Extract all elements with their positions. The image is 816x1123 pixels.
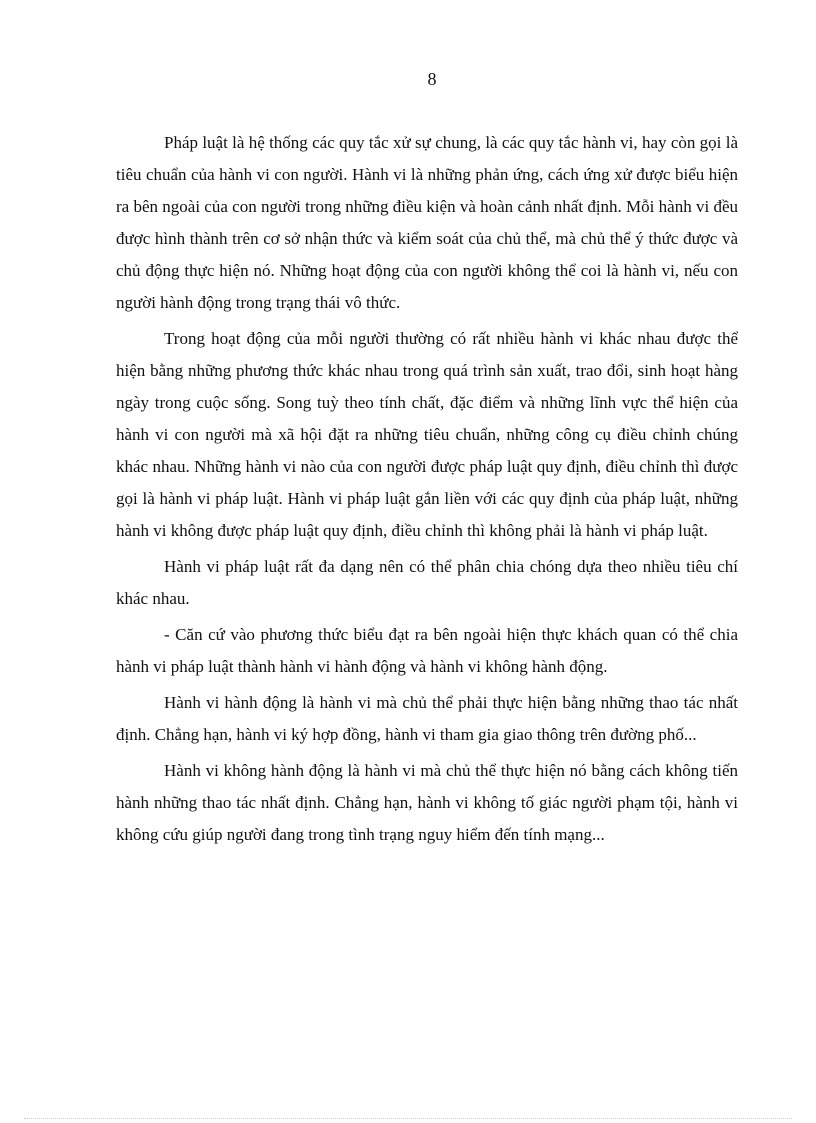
page-number: 8 [427, 69, 437, 89]
paragraph: Hành vi pháp luật rất đa dạng nên có thể phân chia chóng dựa theo nhiều tiêu chí khác nhau. [116, 557, 738, 608]
paragraph: Trong hoạt động của mỗi người thường có rất nhiều hành vi khác nhau được thể hiện bằng những phương thức khác nhau trong quá trình sản xuất, trao đổi, sinh hoạt hàng ngày trong cuộc sống. Song tuỳ theo tính chất, đặc điểm và những lĩnh vực thể hiện của hành vi con người mà xã hội đặt ra những tiêu chuẩn, những công cụ điều chỉnh chúng khác nhau. Những hành vi nào của con người được pháp luật quy định, điều chỉnh thì được gọi là hành vi pháp luật. Hành vi pháp luật gắn liền với các quy định của pháp luật, những hành vi không được pháp luật quy định, điều chỉnh thì không phải là hành vi pháp luật. [116, 329, 738, 540]
paragraph: Hành vi không hành động là hành vi mà chủ thể thực hiện nó bằng cách không tiến hành những thao tác nhất định. Chẳng hạn, hành vi không tố giác người phạm tội, hành vi không cứu giúp người đang trong tình trạng nguy hiểm đến tính mạng... [116, 761, 738, 844]
paragraph: - Căn cứ vào phương thức biểu đạt ra bên ngoài hiện thực khách quan có thể chia hành vi pháp luật thành hành vi hành động và hành vi không hành động. [116, 625, 738, 676]
document-body [116, 127, 738, 851]
paragraph: Hành vi hành động là hành vi mà chủ thể phải thực hiện bằng những thao tác nhất định. Chẳng hạn, hành vi ký hợp đồng, hành vi tham gia giao thông trên đường phố... [116, 693, 738, 744]
paragraph: Pháp luật là hệ thống các quy tắc xử sự chung, là các quy tắc hành vi, hay còn gọi là tiêu chuẩn của hành vi con người. Hành vi là những phản ứng, cách ứng xử được biểu hiện ra bên ngoài của con người trong những điều kiện và hoàn cảnh nhất định. Mỗi hành vi đều được hình thành trên cơ sở nhận thức và kiểm soát của chủ thể, mà chủ thể ý thức được và chủ động thực hiện nó. Những hoạt động của con người không thể coi là hành vi, nếu con người hành động trong trạng thái vô thức. [116, 133, 738, 312]
page-bottom-divider [24, 1118, 792, 1119]
